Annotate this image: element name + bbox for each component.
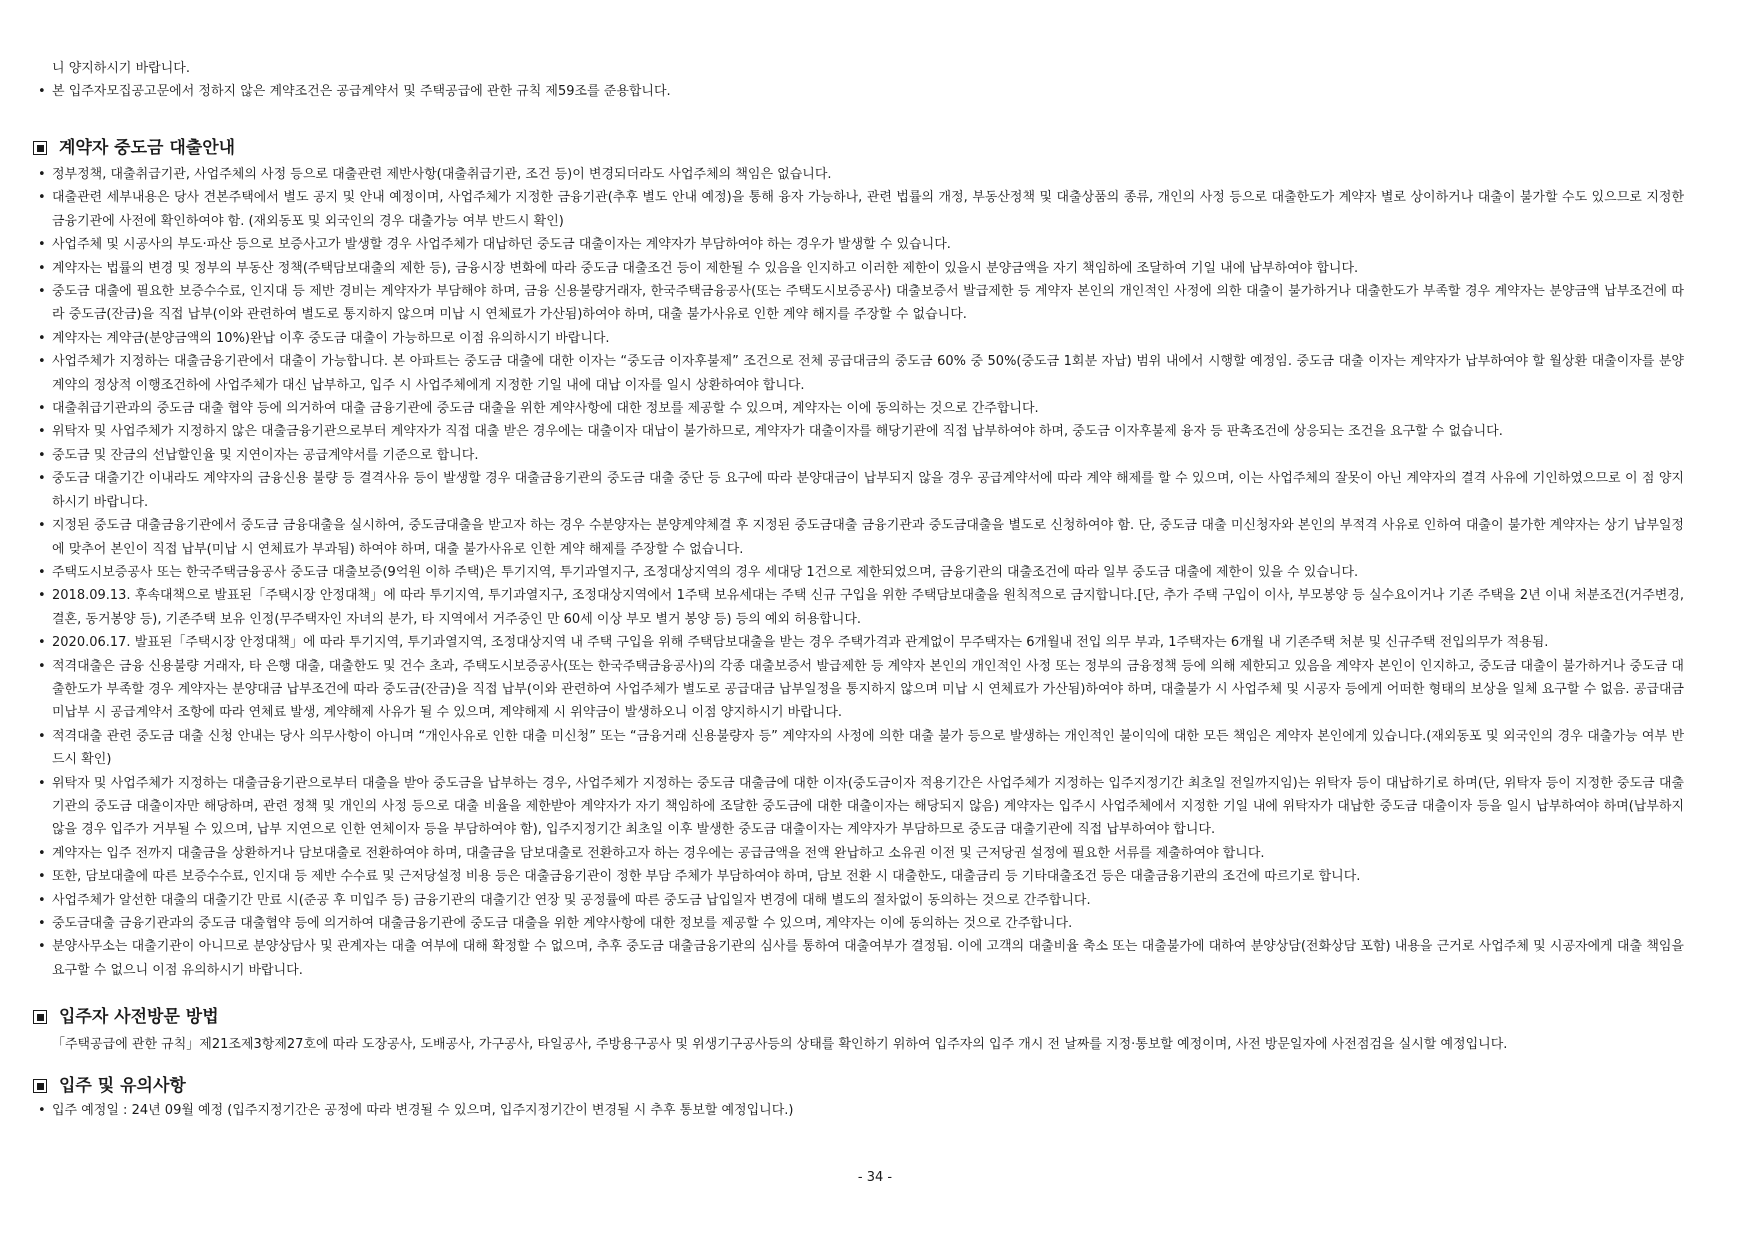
- list-item: • 사업주체가 지정하는 대출금융기관에서 대출이 가능합니다. 본 아파트는 중도금 대출에 대한 이자는 “중도금 이자후불제” 조건으로 전체 공급대금의 중도금 60% 중 50%(중도금 1회분 자납) 범위 내에서 시행할 예정임. 중도금 대출 이자는 계약자가 납부하여야 할 월상환 대출이자를 분양계약의 정상적 이행조건하에 사업주체가 대신 납부하고, 입주 시 사업주체에게 지정한 기일 내에 대납 이자를 일시 상환하여야 합니다.: [38, 354, 1684, 393]
- list-item: • 정부정책, 대출취급기관, 사업주체의 사정 등으로 대출관련 제반사항(대출취급기관, 조건 등)이 변경되더라도 사업주체의 책임은 없습니다.: [38, 167, 832, 182]
- square-bullet-icon: [33, 1010, 47, 1024]
- list-item: • 사업주체 및 시공사의 부도·파산 등으로 보증사고가 발생할 경우 사업주체가 대납하던 중도금 대출이자는 계약자가 부담하여야 하는 경우가 발생할 수 있습니다.: [38, 237, 951, 253]
- list-item: • 2018.09.13. 후속대책으로 발표된「주택시장 안정대책」에 따라 투기지역, 투기과열지구, 조정대상지역에서 1주택 보유세대는 주택 신규 구입을 위한 주택담보대출을 원칙적으로 금지합니다.[단, 추가 주택 구입이 이사, 부모봉양 등 실수요이거나 기존 주택을 2년 이내 처분조건(거주변경, 결혼, 동거봉양 등), 기존주택 보유 인정(무주택자인 자녀의 분가, 타 지역에서 거주중인 만 60세 이상 부모 별거 봉양 등) 등의 예외 허용합니다.: [38, 588, 1684, 627]
- section-heading-pre-visit: [33, 1006, 219, 1028]
- list-item: • 주택도시보증공사 또는 한국주택금융공사 중도금 대출보증(9억원 이하 주택)은 투기지역, 투기과열지구, 조정대상지역의 경우 세대당 1건으로 제한되었으며, 금융기관의 대출조건에 따라 일부 중도금 대출에 제한이 있을 수 있습니다.: [38, 564, 1359, 580]
- list-item: • 사업주체가 알선한 대출의 대출기간 만료 시(준공 후 미입주 등) 금융기관의 대출기간 연장 및 공정률에 따른 중도금 납입일자 변경에 대해 별도의 절차없이 동의하는 것으로 간주합니다.: [38, 892, 1091, 908]
- continuation-text: 니 양지하시기 바랍니다.: [52, 61, 190, 76]
- square-bullet-icon: [33, 141, 47, 155]
- section-title: 입주자 사전방문 방법: [59, 1007, 219, 1027]
- list-item: • 중도금대출 금융기관과의 중도금 대출협약 등에 의거하여 대출금융기관에 중도금 대출을 위한 계약사항에 대한 정보를 제공할 수 있으며, 계약자는 이에 동의하는 것으로 간주합니다.: [38, 916, 1073, 931]
- list-item: • 본 입주자모집공고문에서 정하지 않은 계약조건은 공급계약서 및 주택공급에 관한 규칙 제59조를 준용합니다.: [32, 80, 1684, 103]
- list-item: • 2020.06.17. 발표된「주택시장 안정대책」에 따라 투기지역, 투기과열지역, 조정대상지역 내 주택 구입을 위해 주택담보대출을 받는 경우 주택가격과 관계없이 무주택자는 6개월내 전입 의무 부과, 1주택자는 6개월 내 기존주택 처분 및 신규주택 전입의무가 적용됨.: [38, 635, 1549, 651]
- list-item: • 입주 예정일 : 24년 09월 예정 (입주지정기간은 공정에 따라 변경될 수 있으며, 입주지정기간이 변경될 시 추후 통보할 예정입니다.): [38, 1103, 794, 1118]
- list-item: • 분양사무소는 대출기관이 아니므로 분양상담사 및 관계자는 대출 여부에 대해 확정할 수 없으며, 추후 중도금 대출금융기관의 심사를 통하여 대출여부가 결정됨. 이에 고객의 대출비율 축소 또는 대출불가에 대하여 분양상담(전화상담 포함) 내용을 근거로 사업주체 및 시공자에게 대출 책임을 요구할 수 없으니 이점 유의하시기 바랍니다.: [38, 939, 1684, 978]
- section-title: 입주 및 유의사항: [59, 1076, 186, 1096]
- bullet-dot-icon: •: [38, 84, 46, 100]
- list-item: • 계약자는 입주 전까지 대출금을 상환하거나 담보대출로 전환하여야 하며, 대출금을 담보대출로 전환하고자 하는 경우에는 공급금액을 전액 완납하고 소유권 이전 및 근저당권 설정에 필요한 서류를 제출하여야 합니다.: [38, 845, 1265, 861]
- list-item: • 계약자는 법률의 변경 및 정부의 부동산 정책(주택담보대출의 제한 등), 금융시장 변화에 따라 중도금 대출조건 등이 제한될 수 있음을 인지하고 이러한 제한이 있을시 분양금액을 자기 책임하에 조달하여 기일 내에 납부하여야 합니다.: [38, 260, 1359, 276]
- list-item: • 계약자는 계약금(분양금액의 10%)완납 이후 중도금 대출이 가능하므로 이점 유의하시기 바랍니다.: [38, 330, 610, 346]
- list-item: • 중도금 대출기간 이내라도 계약자의 금융신용 불량 등 결격사유 등이 발생할 경우 대출금융기관의 중도금 대출 중단 등 요구에 따라 분양대금이 납부되지 않을 경우 공급계약서에 따라 계약 해제를 할 수 있으며, 이는 사업주체의 잘못이 아닌 계약자의 결격 사유에 기인하였으므로 이 점 양지하시기 바랍니다.: [38, 471, 1684, 510]
- list-item: • 또한, 담보대출에 따른 보증수수료, 인지대 등 제반 수수료 및 근저당설정 비용 등은 대출금융기관이 정한 부담 주체가 부담하여야 하며, 담보 전환 시 대출한도, 대출금리 등 기타대출조건 등은 대출금융기관의 조건에 따르기로 합니다.: [38, 869, 1361, 885]
- move-in-list: [32, 1099, 1684, 1122]
- list-item: • 위탁자 및 사업주체가 지정하지 않은 대출금융기관으로부터 계약자가 직접 대출 받은 경우에는 대출이자 대납이 불가하므로, 계약자가 대출이자를 해당기관에 직접 납부하여야 하며, 중도금 이자후불제 융자 등 판촉조건에 상응되는 조건을 요구할 수 없습니다.: [38, 424, 1503, 440]
- loan-info-list: [32, 163, 1684, 982]
- page-number: - 34 -: [857, 1170, 893, 1185]
- section-heading-loan: [33, 137, 235, 159]
- list-item: • 적격대출 관련 중도금 대출 신청 안내는 당사 의무사항이 아니며 “개인사유로 인한 대출 미신청” 또는 “금융거래 신용불량자 등” 계약자의 사정에 의한 대출 불가 등으로 발생하는 개인적인 불이익에 대한 모든 책임은 계약자 본인에게 있습니다.(재외동포 및 외국인의 경우 대출가능 여부 반드시 확인): [38, 728, 1684, 768]
- top-block: [32, 57, 1684, 104]
- square-bullet-icon: [33, 1079, 47, 1093]
- section-heading-move-in: [33, 1075, 186, 1097]
- list-item: • 적격대출은 금융 신용불량 거래자, 타 은행 대출, 대출한도 및 건수 초과, 주택도시보증공사(또는 한국주택금융공사)의 각종 대출보증서 발급제한 등 계약자 본인의 개인적인 사정 또는 정부의 금융정책 등에 의해 제한되고 있음을 계약자 본인이 인지하고, 중도금 대출이 불가하거나 중도금 대출한도가 부족할 경우 계약자는 분양대금 납부조건에 따라 중도금(잔금)을 직접 납부(이와 관련하여 사업주체가 별도로 공급대금 납부일정을 통지하지 않으며 미납 시 연체료가 가산됨)하여야 하며, 대출불가 시 사업주체 및 시공자 등에게 어떠한 형태의 보상을 일체 요구할 수 없음. 공급대금 미납부 시 공급계약서 조항에 따라 연체료 발생, 계약해제 사유가 될 수 있으며, 계약해제 시 위약금이 발생하오니 이점 양지하시기 바랍니다.: [38, 658, 1684, 721]
- list-item: • 중도금 및 잔금의 선납할인율 및 지연이자는 공급계약서를 기준으로 합니다.: [38, 447, 479, 463]
- section-title: 계약자 중도금 대출안내: [59, 138, 236, 158]
- list-item: • 지정된 중도금 대출금융기관에서 중도금 금융대출을 실시하여, 중도금대출을 받고자 하는 경우 수분양자는 분양계약체결 후 지정된 중도금대출 금융기관과 중도금대출을 별도로 신청하여야 함. 단, 중도금 대출 미신청자와 본인의 부적격 사유로 인하여 대출이 불가한 계약자는 상기 납부일정에 맞추어 본인이 직접 납부(미납 시 연체료가 부과됨) 하여야 하며, 대출 불가사유로 인한 계약 해제를 주장할 수 없습니다.: [38, 518, 1684, 557]
- list-item: • 대출취급기관과의 중도금 대출 협약 등에 의거하여 대출 금융기관에 중도금 대출을 위한 계약사항에 대한 정보를 제공할 수 있으며, 계약자는 이에 동의하는 것으로 간주합니다.: [38, 401, 1039, 417]
- pre-visit-text: 「주택공급에 관한 규칙」제21조제3항제27호에 따라 도장공사, 도배공사, 가구공사, 타일공사, 주방용구공사 및 위생기구공사등의 상태를 확인하기 위하여 입주자의 입주 개시 전 날짜를 지정·통보할 예정이며, 사전 방문일자에 사전점검을 실시할 예정입니다.: [52, 1037, 1508, 1052]
- list-item: • 대출관련 세부내용은 당사 견본주택에서 별도 공지 및 안내 예정이며, 사업주체가 지정한 금융기관(추후 별도 안내 예정)을 통해 융자 가능하나, 관련 법률의 개정, 부동산정책 및 대출상품의 종류, 개인의 사정 등으로 대출한도가 계약자 별로 상이하거나 대출이 불가할 수도 있으므로 지정한 금융기관에 사전에 확인하여야 함. (재외동포 및 외국인의 경우 대출가능 여부 반드시 확인): [38, 190, 1684, 229]
- list-item: • 위탁자 및 사업주체가 지정하는 대출금융기관으로부터 대출을 받아 중도금을 납부하는 경우, 사업주체가 지정하는 중도금 대출금에 대한 이자(중도금이자 적용기간은 사업주체가 지정하는 입주지정기간 최초일 전일까지임)는 위탁자 등이 대납하기로 하며(단, 위탁자 등이 지정한 중도금 대출기관의 중도금 대출이자만 해당하며, 관련 정책 및 개인의 사정 등으로 대출 비율을 제한받아 계약자가 자기 책임하에 조달한 중도금에 대한 대출이자는 해당되지 않음) 계약자는 입주시 사업주체에서 지정한 기일 내에 위탁자가 대납한 중도금 대출이자 등을 일시 납부하여야 하며(납부하지 않을 경우 입주가 거부될 수 있으며, 납부 지연으로 인한 연체이자 등을 부담하여야 함), 입주지정기간 최초일 이후 발생한 중도금 대출이자는 계약자가 부담하므로 중도금 대출기관에 직접 납부하여야 합니다.: [38, 775, 1684, 838]
- list-item: • 중도금 대출에 필요한 보증수수료, 인지대 등 제반 경비는 계약자가 부담해야 하며, 금융 신용불량거래자, 한국주택금융공사(또는 주택도시보증공사) 대출보증서 발급제한 등 계약자 본인의 개인적인 사정에 의한 대출이 불가하거나 대출한도가 부족할 경우 계약자는 분양금액 납부조건에 따라 중도금(잔금)을 직접 납부(이와 관련하여 별도로 통지하지 않으며 미납 시 연체료가 가산됨)하여야 하며, 대출 불가사유로 인한 계약 해지를 주장할 수 없습니다.: [38, 284, 1684, 323]
